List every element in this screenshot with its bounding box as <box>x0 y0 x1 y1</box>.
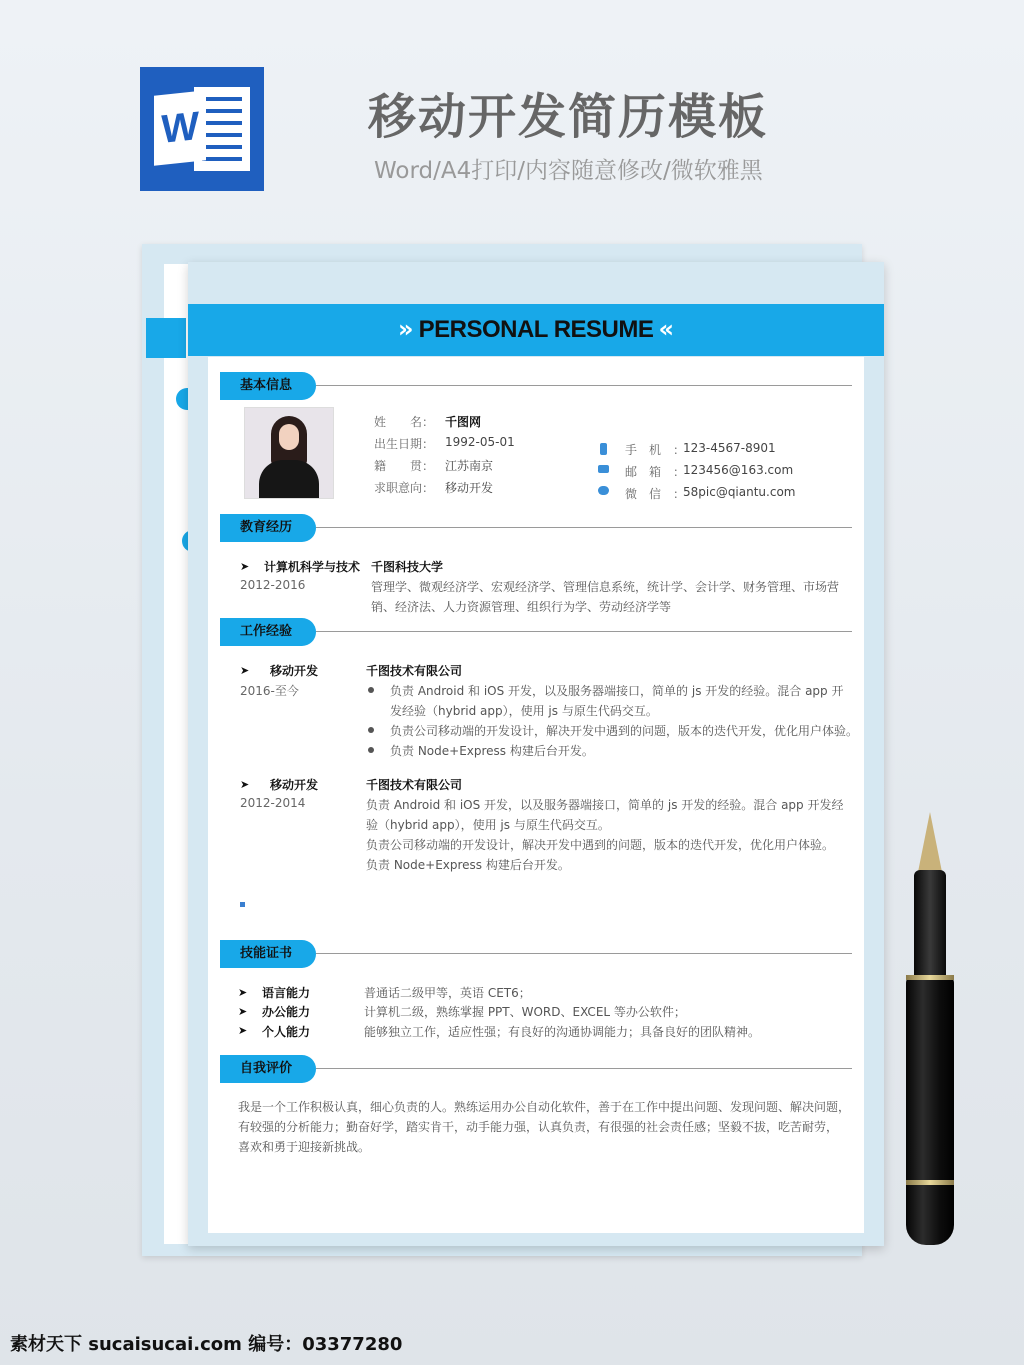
page-title: 移动开发简历模板 <box>368 89 769 145</box>
phone-label: 手 机 ： <box>625 443 686 457</box>
word-w-icon: W <box>154 90 206 165</box>
edu-courses-line: 管理学、微观经济学、宏观经济学、管理信息系统，统计学、会计学、财务管理、市场营 <box>371 580 840 594</box>
wechat-value: 58pic@qiantu.com <box>683 485 796 499</box>
back-sheet-banner <box>146 318 186 358</box>
work-company: 千图技术有限公司 <box>366 778 463 792</box>
pen-grip <box>914 870 946 978</box>
work-bullet-line: 发经验（hybrid app），使用 js 与原生代码交互。 <box>390 704 658 718</box>
native-label: 籍 贯： <box>374 459 435 473</box>
arrow-icon: ➤ <box>238 1024 248 1037</box>
skill-name: 办公能力 <box>262 1005 311 1019</box>
section-education-heading: 教育经历 <box>220 514 316 542</box>
section-divider <box>316 385 852 386</box>
small-square-icon <box>240 902 245 907</box>
section-divider <box>316 527 852 528</box>
skill-desc: 能够独立工作，适应性强；有良好的沟通协调能力；具备良好的团队精神。 <box>364 1025 761 1039</box>
email-value: 123456@163.com <box>683 463 794 477</box>
arrow-icon: ➤ <box>240 664 250 677</box>
work-period: 2016-至今 <box>240 684 299 698</box>
arrow-icon: ➤ <box>238 1005 248 1018</box>
banner-left-arrows: » <box>398 315 414 343</box>
work-bullet-line: 负责 Node+Express 构建后台开发。 <box>390 744 594 758</box>
work-bullet-line: 负责 Android 和 iOS 开发，以及服务器端接口，简单的 js 开发的经验。混合 app 开 <box>390 684 844 698</box>
arrow-icon: ➤ <box>240 778 250 791</box>
wechat-icon <box>598 486 609 495</box>
work-role: 移动开发 <box>270 778 319 792</box>
edu-period: 2012-2016 <box>240 578 306 592</box>
work-desc-line: 负责 Node+Express 构建后台开发。 <box>366 858 570 872</box>
word-line-icon <box>202 121 242 125</box>
phone-value: 123-4567-8901 <box>683 441 776 455</box>
work-desc-line: 负责 Android 和 iOS 开发，以及服务器端接口，简单的 js 开发的经验。混合 app 开发经 <box>366 798 844 812</box>
work-desc-line: 验（hybrid app），使用 js 与原生代码交互。 <box>366 818 610 832</box>
mail-icon <box>598 465 609 473</box>
work-company: 千图技术有限公司 <box>366 664 463 678</box>
work-period: 2012-2014 <box>240 796 306 810</box>
word-line-icon <box>202 97 242 101</box>
word-line-icon <box>202 157 242 161</box>
word-line-icon <box>202 145 242 149</box>
bullet-dot-icon <box>368 747 374 753</box>
skill-name: 语言能力 <box>262 986 311 1000</box>
work-desc-line: 负责公司移动端的开发设计，解决开发中遇到的问题，版本的迭代开发，优化用户体验。 <box>366 838 835 852</box>
birth-value: 1992-05-01 <box>445 435 515 449</box>
intent-value: 移动开发 <box>445 481 494 495</box>
avatar <box>244 407 334 499</box>
watermark-text: 素材天下 sucaisucai.com 编号：03377280 <box>10 1334 403 1355</box>
edu-school: 千图科技大学 <box>371 560 444 574</box>
bullet-dot-icon <box>368 687 374 693</box>
intent-label: 求职意向： <box>374 481 435 495</box>
skill-desc: 计算机二级，熟练掌握 PPT、WORD、EXCEL 等办公软件； <box>364 1005 686 1019</box>
avatar-face <box>279 424 299 450</box>
section-divider <box>316 953 852 954</box>
avatar-body <box>259 460 319 499</box>
section-divider <box>316 1068 852 1069</box>
self-eval-line: 有较强的分析能力；勤奋好学，踏实肯干，动手能力强，认真负责，有很强的社会责任感；坚毅不拔，吃苦耐劳， <box>238 1120 839 1134</box>
arrow-icon: ➤ <box>240 560 250 573</box>
phone-icon <box>600 443 607 455</box>
edu-major: 计算机科学与技术 <box>264 560 361 574</box>
work-role: 移动开发 <box>270 664 319 678</box>
arrow-icon: ➤ <box>238 986 248 999</box>
section-self-heading: 自我评价 <box>220 1055 316 1083</box>
native-value: 江苏南京 <box>445 459 494 473</box>
name-label: 姓 名： <box>374 415 435 429</box>
page-subtitle: Word/A4打印/内容随意修改/微软雅黑 <box>374 158 763 184</box>
resume-banner <box>188 304 884 356</box>
skill-name: 个人能力 <box>262 1025 311 1039</box>
wechat-label: 微 信 ： <box>625 487 686 501</box>
email-label: 邮 箱 ： <box>625 465 686 479</box>
edu-courses-line: 销、经济法、人力资源管理、组织行为学、劳动经济学等 <box>371 600 672 614</box>
pen-nib-icon <box>918 812 942 872</box>
word-logo-icon <box>140 67 264 191</box>
pen-ring <box>906 975 954 980</box>
section-basic-heading: 基本信息 <box>220 372 316 400</box>
skill-desc: 普通话二级甲等，英语 CET6； <box>364 986 531 1000</box>
pen-body <box>906 975 954 1245</box>
self-eval-line: 喜欢和勇于迎接新挑战。 <box>238 1140 371 1154</box>
section-skills-heading: 技能证书 <box>220 940 316 968</box>
bullet-dot-icon <box>368 727 374 733</box>
word-line-icon <box>202 133 242 137</box>
pen-ring <box>906 1180 954 1185</box>
banner-title: PERSONAL RESUME <box>418 316 654 343</box>
section-work-heading: 工作经验 <box>220 618 316 646</box>
birth-label: 出生日期： <box>374 437 435 451</box>
self-eval-line: 我是一个工作积极认真，细心负责的人。熟练运用办公自动化软件，善于在工作中提出问题、发现问题、解决问题， <box>238 1100 851 1114</box>
banner-right-arrows: « <box>658 315 674 343</box>
word-line-icon <box>202 109 242 113</box>
name-value: 千图网 <box>445 415 482 429</box>
work-bullet-line: 负责公司移动端的开发设计，解决开发中遇到的问题，版本的迭代开发，优化用户体验。 <box>390 724 859 738</box>
section-divider <box>316 631 852 632</box>
resume-sheet <box>188 262 884 1246</box>
